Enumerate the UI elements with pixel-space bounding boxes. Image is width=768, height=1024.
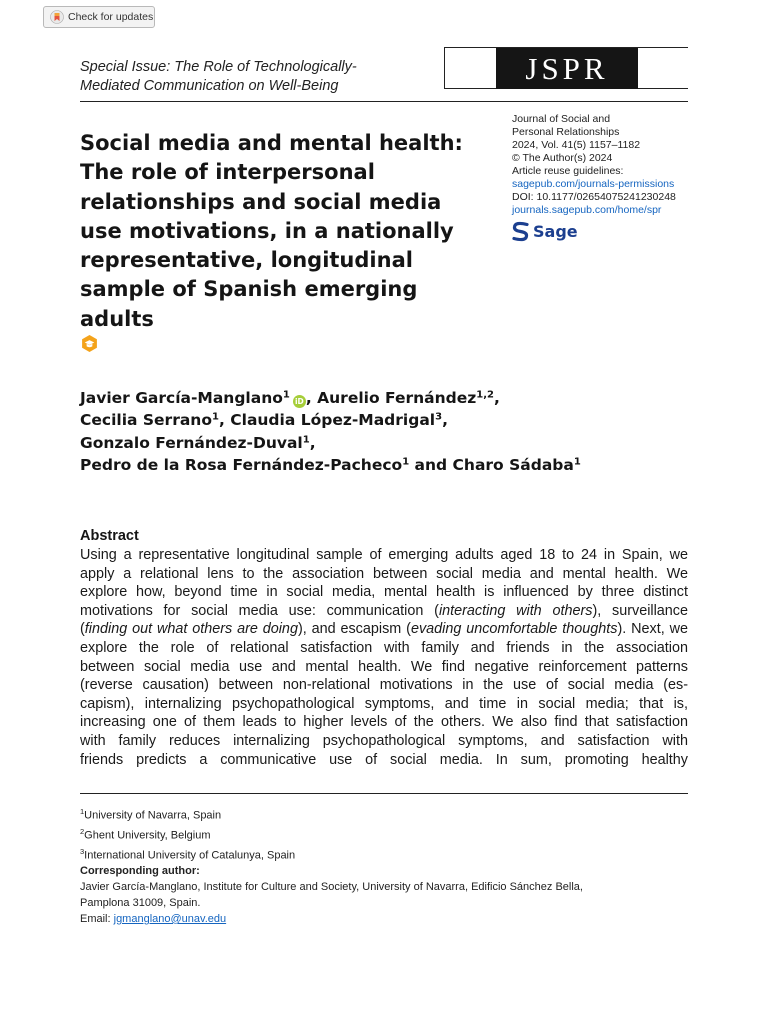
italic-phrase: finding out what others are doing — [84, 621, 298, 638]
reuse-guidelines-label: Article reuse guidelines: — [512, 165, 624, 177]
author-separator: , — [442, 411, 448, 430]
author-affiliation-sup: 1 — [402, 456, 410, 468]
journal-volume: 2024, Vol. 41(5) 1157–1182 — [512, 139, 641, 151]
affiliation-sup: 1 — [80, 807, 85, 816]
author-name: Charo Sádaba — [452, 455, 574, 474]
abstract-line: capism), internalizing psychopathological symptoms, and time in social media; that is, — [80, 695, 688, 712]
abstract-line: apply a relational lens to the association between social media and mental health. We — [80, 565, 688, 582]
author-name: Pedro de la Rosa Fernández-Pacheco — [80, 455, 403, 474]
author-name: Javier García-Manglano — [80, 389, 283, 407]
title-line: relationships and social media — [80, 189, 442, 214]
corresponding-address: Pamplona 31009, Spain. — [80, 897, 201, 909]
affiliation — [80, 844, 295, 864]
author-affiliation-sup: 1 — [573, 456, 581, 468]
affiliation-sup: 2 — [80, 826, 85, 836]
author-name: Cecilia Serrano — [80, 411, 212, 430]
abstract-heading: Abstract — [80, 528, 139, 544]
abstract-text — [80, 546, 688, 769]
title-line: representative, longitudinal — [80, 248, 413, 273]
abstract-line: (reverse causation) between non-relational motivations in the use of social media (es- — [80, 677, 688, 694]
affiliation-sup: 3 — [80, 846, 85, 856]
corresponding-email-line — [80, 911, 690, 927]
abstract-line: friends predicts a communicative use of social media. In sum, promoting healthy — [80, 751, 688, 768]
footnote-divider — [80, 793, 688, 794]
author-name: Gonzalo Fernández-Duval — [80, 433, 303, 452]
italic-phrase: evading uncomfortable thoughts — [410, 621, 618, 638]
journal-name: Journal of Social and — [512, 113, 611, 125]
abstract-line: increasing one of them leads to higher levels of the others. We also find that satisfaction — [80, 714, 688, 731]
journal-info — [512, 113, 688, 217]
affiliation-text: University of Navarra, Spain — [84, 809, 222, 822]
abstract-line: with family reduces internalizing psychopathological symptoms, and satisfaction with — [80, 732, 688, 749]
doi: DOI: 10.1177/02654075241230248 — [512, 191, 676, 203]
orcid-icon[interactable]: iD — [293, 395, 306, 408]
italic-phrase: interacting with others — [438, 602, 593, 619]
title-line: Social media and mental health: — [80, 131, 463, 155]
copyright: © The Author(s) 2024 — [512, 152, 613, 164]
author-list — [80, 387, 690, 476]
author-affiliation-sup: 1 — [302, 434, 310, 446]
abstract-line: explore how, beyond time in social media, mental health is influenced by three distinct — [80, 584, 688, 601]
corresponding-heading: Corresponding author: — [80, 865, 200, 877]
author-affiliation-sup: 3 — [435, 411, 443, 423]
sage-logo — [512, 221, 578, 242]
abstract-line: (finding out what others are doing), and escapism (evading uncomfortable thoughts). Next, we — [80, 621, 688, 638]
author-separator: , — [494, 389, 500, 407]
special-issue-label — [80, 58, 420, 96]
check-for-updates-label: Check for updates — [68, 11, 154, 23]
article-title — [80, 129, 500, 334]
author-separator: and — [409, 455, 453, 474]
email-label: Email: — [80, 913, 114, 925]
special-issue-line: Special Issue: The Role of Technologically- — [80, 59, 357, 75]
abstract-line: Using a representative longitudinal sample of emerging adults aged 18 to 24 in Spain, we — [80, 547, 688, 563]
sage-wordmark: Sage — [533, 222, 578, 241]
author-affiliation-sup: 1 — [211, 411, 219, 423]
title-line: The role of interpersonal — [80, 160, 375, 185]
check-for-updates-button[interactable] — [43, 6, 155, 28]
title-line: sample of Spanish emerging — [80, 277, 418, 302]
abstract-line: motivations for social media use: communication (interacting with others), surveillance — [80, 602, 688, 619]
author-separator: , — [309, 433, 316, 452]
author-separator: , — [218, 411, 231, 430]
author-name: Claudia López-Madrigal — [230, 411, 436, 430]
sage-s-icon — [512, 221, 529, 242]
title-line: adults — [80, 306, 154, 331]
jspr-logo: JSPR — [496, 48, 638, 89]
crossmark-bookmark-icon — [50, 10, 64, 24]
author-separator: , — [305, 389, 318, 407]
special-issue-line: Mediated Communication on Well-Being — [80, 78, 339, 94]
open-access-icon[interactable] — [80, 334, 99, 353]
affiliations — [80, 804, 295, 864]
email-link[interactable]: jgmanglano@unav.edu — [113, 913, 227, 925]
title-line: use motivations, in a nationally — [80, 218, 454, 243]
affiliation-text: Ghent University, Belgium — [84, 829, 211, 842]
abstract-line: explore the role of relational satisfaction with family and friends in the association — [80, 639, 688, 656]
author-affiliation-sup: 1,2 — [476, 389, 495, 401]
affiliation-text: International University of Catalunya, Spain — [84, 849, 296, 862]
permissions-link[interactable]: sagepub.com/journals-permissions — [512, 178, 675, 190]
journal-name: Personal Relationships — [512, 126, 620, 138]
author-name: Aurelio Fernández — [317, 389, 477, 407]
corresponding-address: Javier García-Manglano, Institute for Culture and Society, University of Navarra, Edificio Sánchez Bella, — [80, 881, 583, 893]
abstract-line: between social media use and mental health. We find negative reinforcement patterns — [80, 658, 688, 675]
author-affiliation-sup: 1 — [282, 389, 290, 401]
corresponding-author — [80, 863, 690, 927]
affiliation — [80, 804, 295, 824]
affiliation — [80, 824, 295, 844]
journal-home-link[interactable]: journals.sagepub.com/home/spr — [512, 204, 662, 216]
header-divider — [80, 101, 688, 102]
